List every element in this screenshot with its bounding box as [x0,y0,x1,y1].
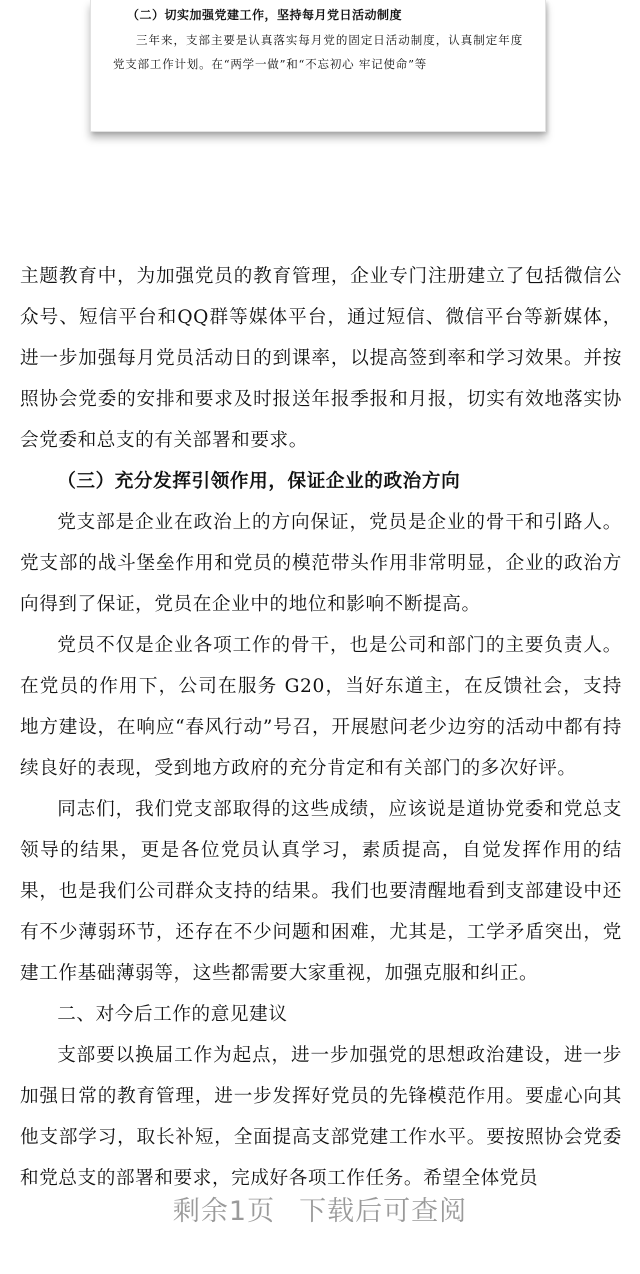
preview-page-card [90,0,546,132]
paragraph: 同志们，我们党支部取得的这些成绩，应该说是道协党委和党总支领导的结果，更是各位党员认真学习，素质提高，自觉发挥作用的结果，也是我们公司群众支持的结果。我们也要清醒地看到支部建设中还有不少薄弱环节，还存在不少问题和困难，尤其是，工学矛盾突出，党建工作基础薄弱等，这些都需要大家重视，加强克服和纠正。 [20,799,622,984]
preview-paragraph: 三年来，支部主要是认真落实每月党的固定日活动制度，认真制定年度党支部工作计划。在“两学一做”和“不忘初心 牢记使命”等 [113,33,523,71]
remaining-pages-label: 剩余1页 [172,1196,276,1227]
preview-heading: （二）切实加强党建工作，坚持每月党日活动制度 [127,8,403,22]
paragraph: 支部要以换届工作为起点，进一步加强党的思想政治建设，进一步加强日常的教育管理，进一步发挥好党员的先锋模范作用。要虚心向其他支部学习，取长补短，全面提高支部党建工作水平。要按照协会党委和党总支的部署和要求，完成好各项工作任务。希望全体党员 [20,1045,622,1189]
section-heading-3: （三）充分发挥引领作用，保证企业的政治方向 [57,471,461,492]
paragraph: 党员不仅是企业各项工作的骨干，也是公司和部门的主要负责人。在党员的作用下，公司在服务 G20，当好东道主，在反馈社会，支持地方建设，在响应“春风行动”号召，开展慰问老少边穷的活动中都有持续良好的表现，受到地方政府的充分肯定和有关部门的多次好评。 [20,635,622,779]
document-body [20,256,622,1199]
paragraph-continuation: 主题教育中，为加强党员的教育管理，企业专门注册建立了包括微信公众号、短信平台和QQ群等媒体平台，通过短信、微信平台等新媒体，进一步加强每月党员活动日的到课率，以提高签到率和学习效果。并按照协会党委的安排和要求及时报送年报季报和月报，切实有效地落实协会党委和总支的有关部署和要求。 [20,266,622,451]
paragraph: 党支部是企业在政治上的方向保证，党员是企业的骨干和引路人。党支部的战斗堡垒作用和党员的模范带头作用非常明显，企业的政治方向得到了保证，党员在企业中的地位和影响不断提高。 [20,512,622,615]
download-prompt[interactable] [0,1190,640,1234]
section-heading-2: 二、对今后工作的意见建议 [57,1004,288,1025]
download-to-read-label: 下载后可查阅 [299,1196,468,1227]
